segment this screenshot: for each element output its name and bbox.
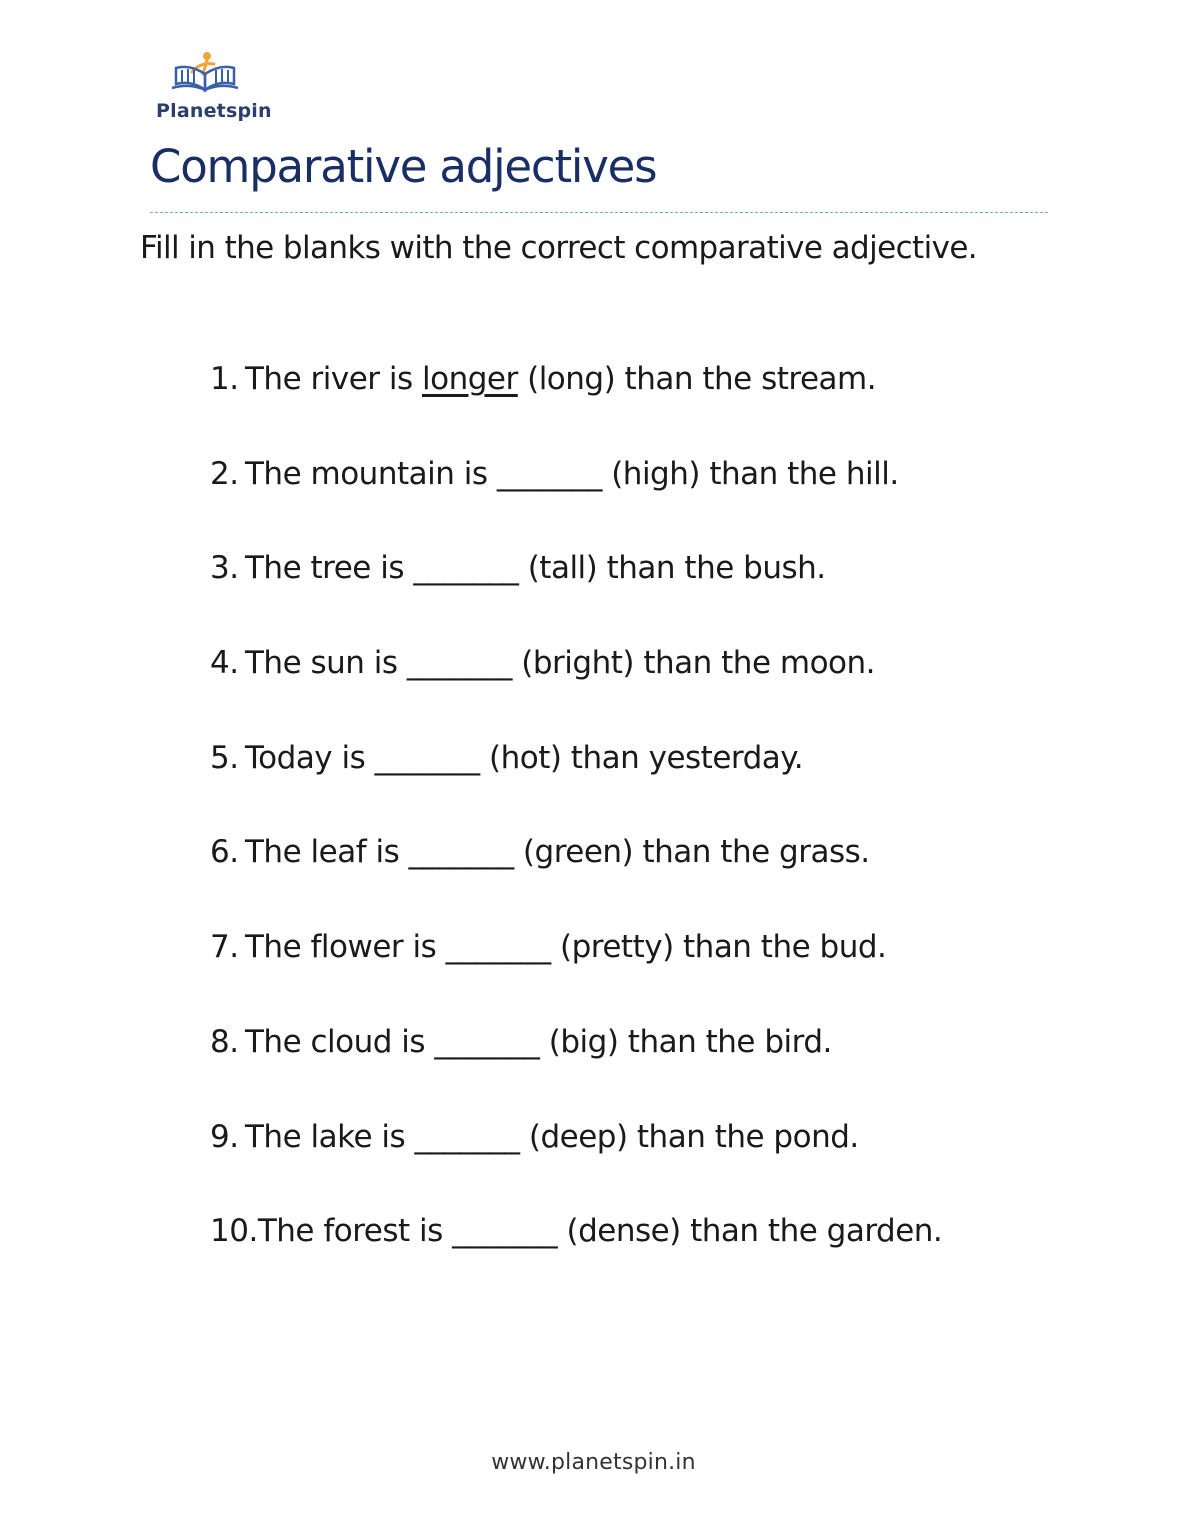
brand-name: Planetspin <box>156 100 272 122</box>
question-text: The lake is _______ (deep) than the pond. <box>245 1118 859 1155</box>
question-item <box>210 1116 942 1211</box>
question-text <box>245 361 876 397</box>
question-item <box>210 926 942 1021</box>
question-number: 9. <box>210 1118 239 1155</box>
question-number: 1. <box>210 361 239 397</box>
title-divider <box>150 212 1048 213</box>
question-text-before: The river is <box>245 361 423 397</box>
question-text: The tree is _______ (tall) than the bush. <box>245 550 826 587</box>
question-text: The mountain is _______ (high) than the hill. <box>245 455 899 492</box>
footer-url[interactable]: www.planetspin.in <box>491 1450 696 1475</box>
question-number: 7. <box>210 929 239 966</box>
question-item <box>210 547 942 642</box>
question-number: 6. <box>210 834 239 871</box>
question-number: 3. <box>210 550 239 587</box>
question-text: The flower is _______ (pretty) than the bud. <box>245 929 887 966</box>
question-number: 8. <box>210 1023 239 1060</box>
question-text: The sun is _______ (bright) than the moon. <box>245 645 875 682</box>
page-title: Comparative adjectives <box>150 140 657 193</box>
question-text: The forest is _______ (dense) than the garden. <box>257 1213 943 1250</box>
question-item <box>210 737 942 832</box>
question-list <box>210 358 942 1305</box>
open-book-icon <box>170 50 240 100</box>
instructions: Fill in the blanks with the correct comparative adjective. <box>140 230 978 266</box>
question-number: 5. <box>210 739 239 776</box>
question-text: Today is _______ (hot) than yesterday. <box>245 739 804 776</box>
question-number: 4. <box>210 645 239 682</box>
question-text: The leaf is _______ (green) than the grass. <box>245 834 870 871</box>
question-item <box>210 831 942 926</box>
planetspin-logo <box>150 50 272 125</box>
question-text-after: (long) than the stream. <box>517 361 877 397</box>
question-item <box>210 358 942 453</box>
question-item <box>210 642 942 737</box>
example-answer: longer <box>422 361 518 397</box>
question-number: 2. <box>210 455 239 492</box>
question-text: The cloud is _______ (big) than the bird. <box>245 1023 832 1060</box>
question-item <box>210 453 942 548</box>
question-number: 10. <box>210 1213 258 1250</box>
question-item <box>210 1021 942 1116</box>
question-item <box>210 1210 942 1305</box>
